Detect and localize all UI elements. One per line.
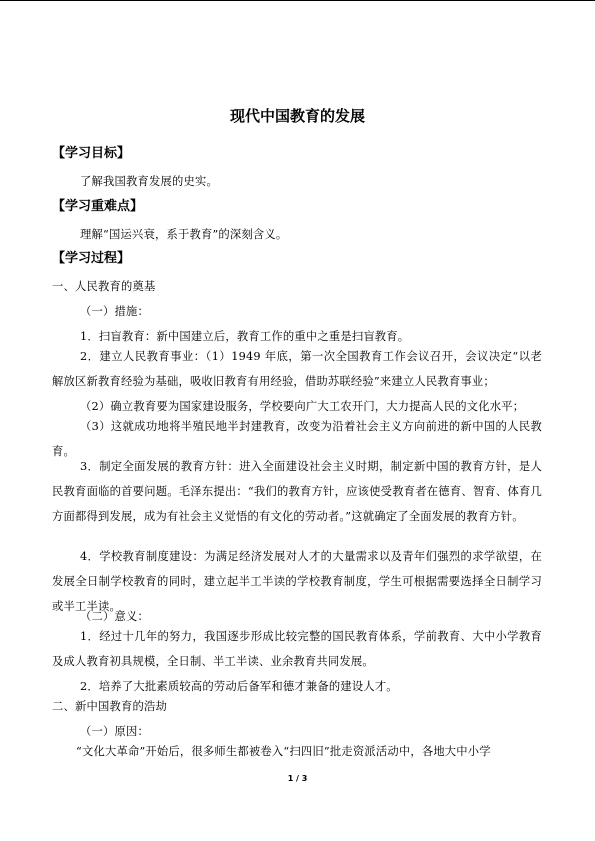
paragraph-serve-construction: （2）确立教育要为国家建设服务，学校要向广大工农开门，大力提高人民的文化水平；: [80, 400, 525, 413]
paragraph-education-system: 1．经过十几年的努力，我国逐步形成比较完整的国民教育体系，学前教育、大中小学教育及成人教育初具规模，全日制、半工半读、业余教育共同发展。: [52, 630, 542, 668]
section-heading-goal: 【学习目标】: [52, 146, 131, 161]
paragraph-transform: （3）这就成功地将半殖民地半封建教育，改变为沿着社会主义方向前进的新中国的人民教育。: [52, 420, 542, 458]
part-heading-1: 一、人民教育的奠基: [52, 280, 156, 293]
page-title: 现代中国教育的发展: [229, 107, 365, 125]
goal-text: 了解我国教育发展的史实。: [80, 175, 218, 188]
part-heading-2: 二、新中国教育的浩劫: [52, 700, 167, 713]
page-number: 1 / 3: [287, 774, 308, 783]
key-text: 理解“国运兴衰，系于教育”的深刻含义。: [80, 228, 288, 241]
sub-heading-cause: （一）原因：: [80, 725, 149, 738]
sub-heading-measures: （一）措施：: [80, 305, 149, 318]
section-heading-process: 【学习过程】: [52, 251, 131, 266]
top-rule: [0, 0, 595, 1]
paragraph-education-policy: 3．制定全面发展的教育方针：进入全面建设社会主义时期，制定新中国的教育方针，是人民教育面临的首要问题。毛泽东提出：“我们的教育方针，应该使受教育者在德育、智育、体育几方面都得到发展，成为有社会主义觉悟的有文化的劳动者。”这就确定了全面发展的教育方针。: [52, 460, 542, 523]
paragraph-people-education: 2．建立人民教育事业：（1）1949 年底，第一次全国教育工作会议召开，会议决定“以老解放区新教育经验为基础，吸收旧教育有用经验，借助苏联经验”来建立人民教育事业；: [52, 350, 542, 388]
paragraph-cultural-revolution: “文化大革命”开始后，很多师生都被卷入“扫四旧”批走资派活动中，各地大中小学: [76, 745, 491, 758]
paragraph-literacy: 1．扫盲教育：新中国建立后，教育工作的重中之重是扫盲教育。: [80, 330, 410, 343]
paragraph-talent: 2．培养了大批素质较高的劳动后备军和德才兼备的建设人才。: [80, 680, 398, 693]
sub-heading-significance: （二）意义：: [80, 610, 149, 623]
section-heading-key: 【学习重难点】: [52, 199, 144, 214]
paragraph-school-system: 4．学校教育制度建设：为满足经济发展对人才的大量需求以及青年们强烈的求学欲望，在发展全日制学校教育的同时，建立起半工半读的学校教育制度，学生可根据需要选择全日制学习或半工半读。: [52, 550, 542, 613]
